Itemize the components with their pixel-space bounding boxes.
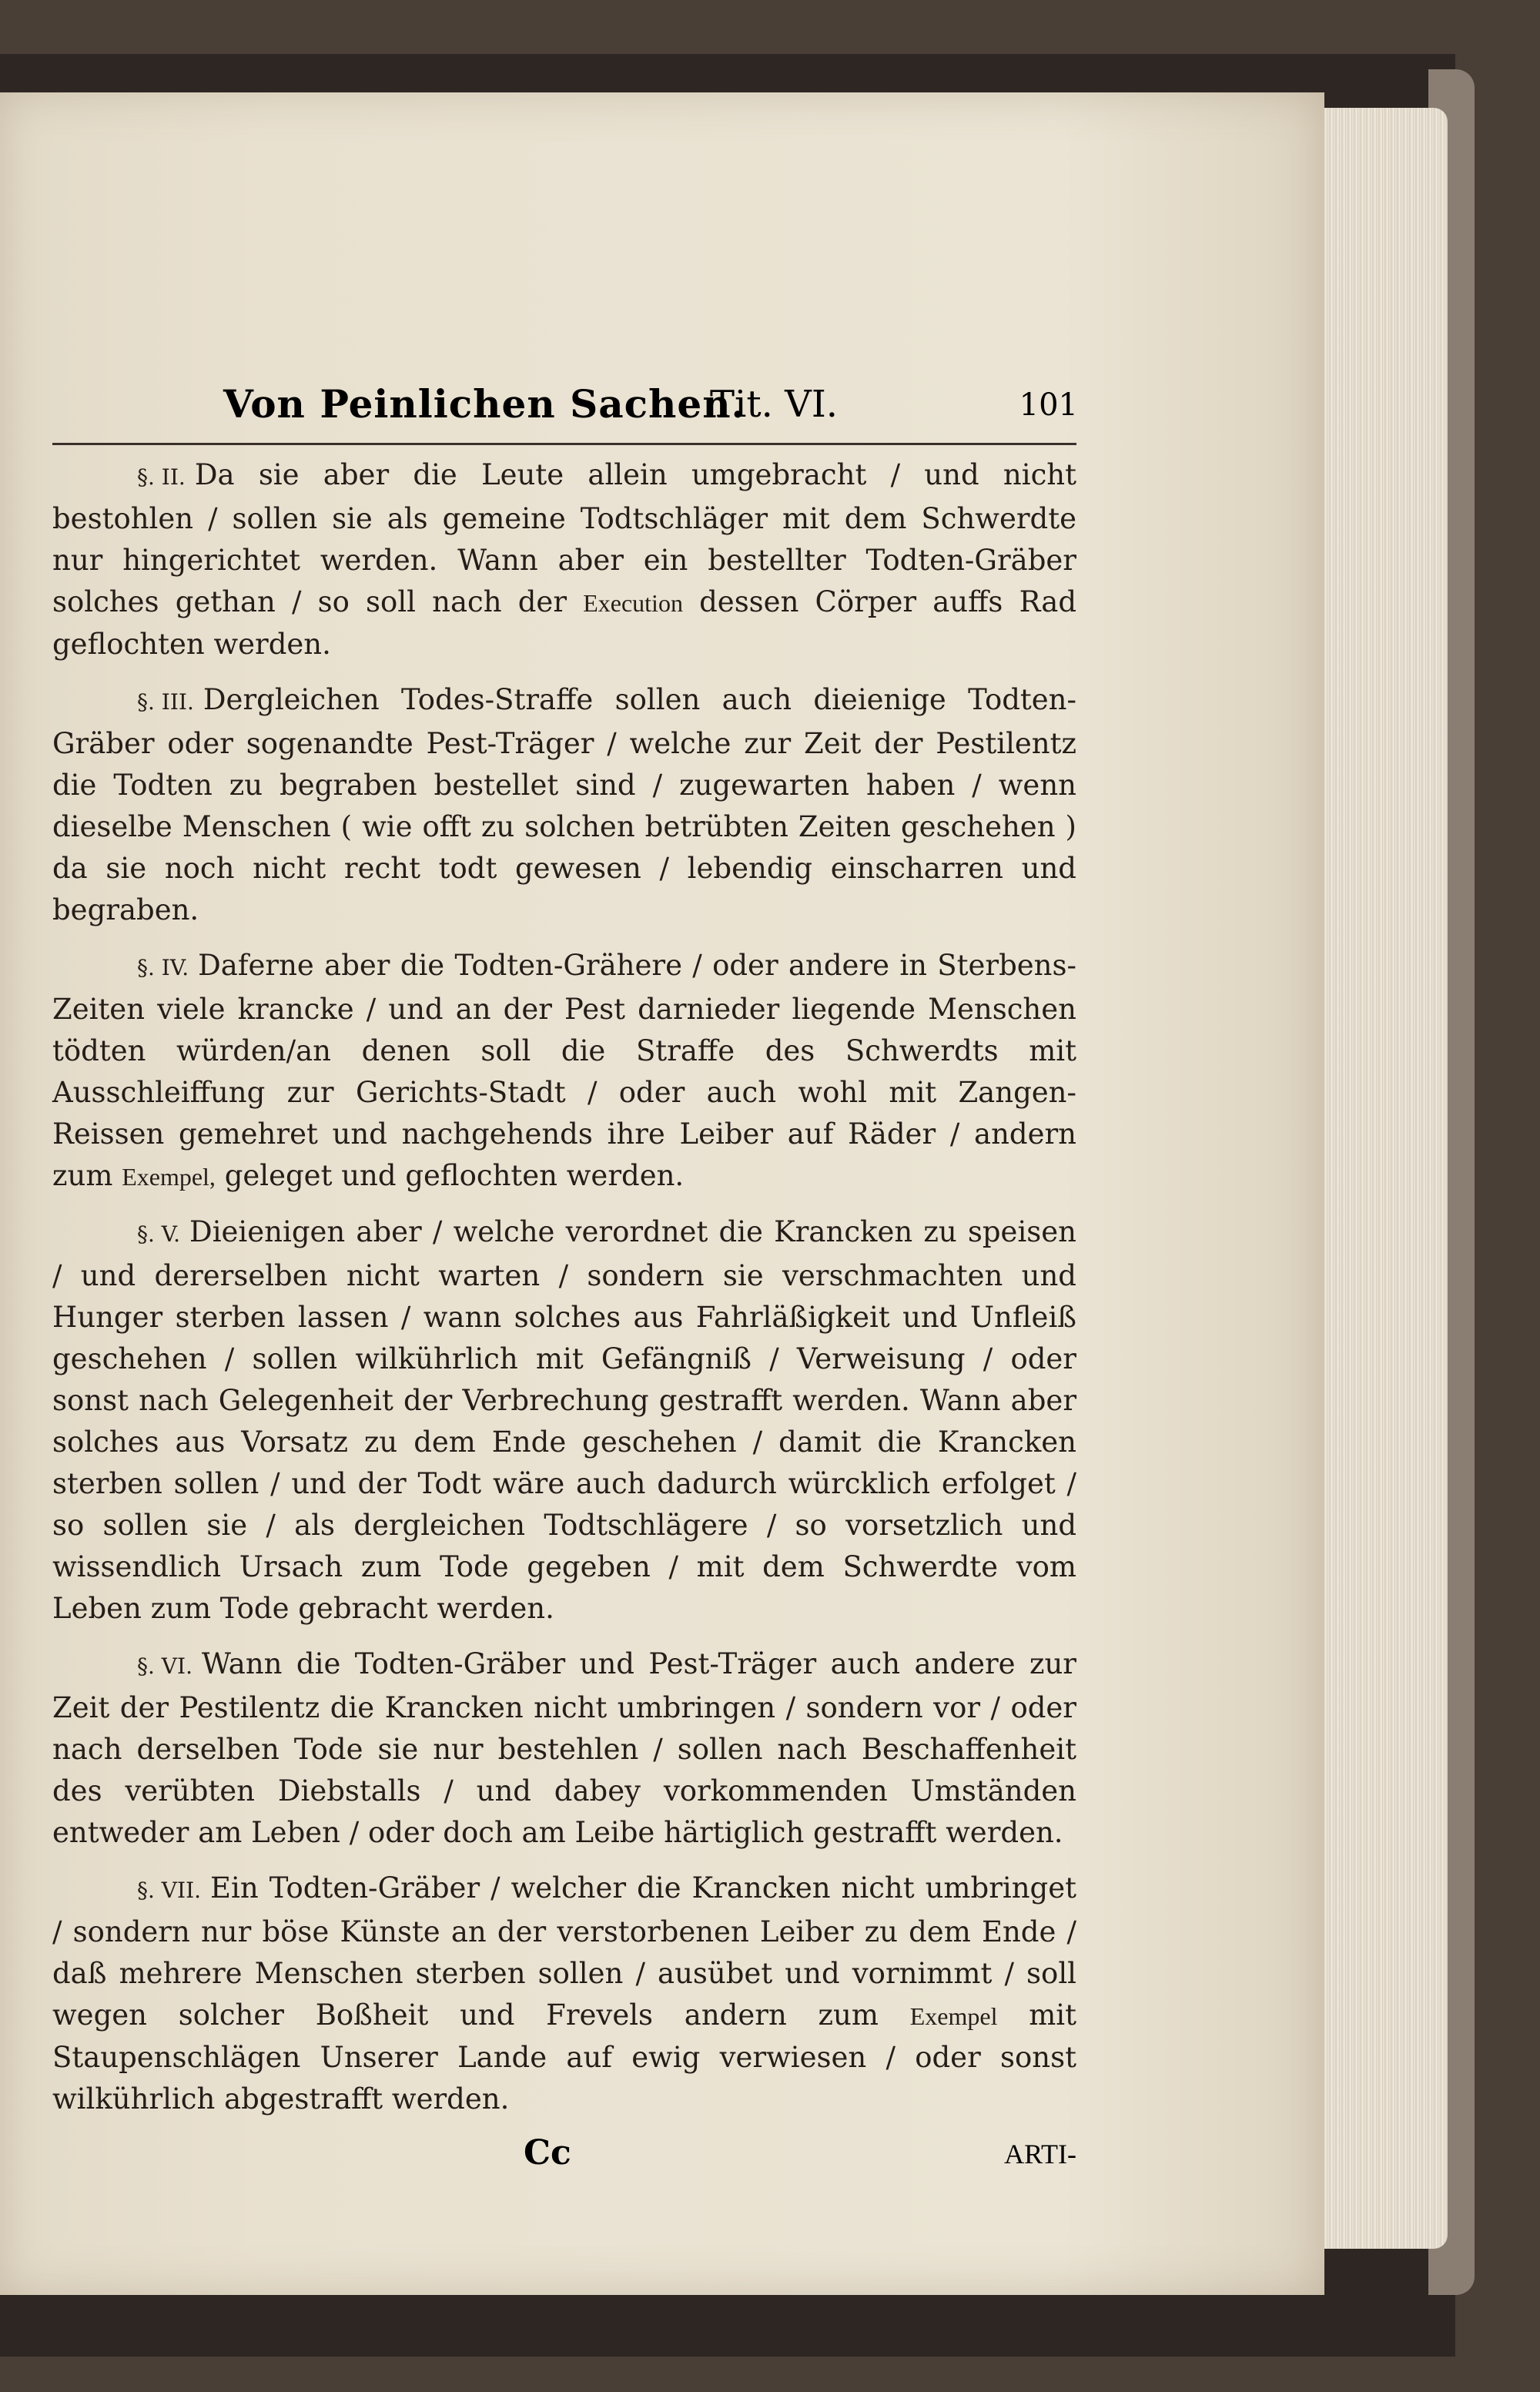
section-mark: §. VI. <box>137 1653 192 1679</box>
paragraph-ii <box>52 454 1076 665</box>
paragraph-text-continued: mit Staupenschlägen Unserer Lande auf ewig verwiesen / oder sonst wilkührlich abgestrafft werden. <box>52 1998 1077 2116</box>
section-mark: §. IV. <box>137 955 189 980</box>
title-number: Tit. VI. <box>710 383 839 426</box>
section-mark: §. V. <box>137 1221 181 1247</box>
paragraph-iv <box>52 945 1076 1198</box>
catchword: ARTI- <box>1004 2139 1076 2169</box>
page-body <box>52 454 1076 2120</box>
latin-term: Exempel <box>909 2002 998 2030</box>
paragraph-vii <box>52 1868 1076 2120</box>
paragraph-text: Dieienigen aber / welche verordnet die Krancken zu speisen / und dererselben nicht warten / sondern sie verschmachten und Hunger sterben lassen / wann solches aus Fahrläßigkeit und Unfleiß geschehen / sollen wilkührlich mit Gefängniß / Verweisung / oder sonst nach Gelegenheit der Verbrechung gestrafft werden. Wann aber solches aus Vorsatz zu dem Ende geschehen / damit die Krancken sterben sollen / und der Todt wäre auch dadurch würcklich erfolget / so sollen sie / als dergleichen Todtschlägere / so vorsetzlich und wissendlich Ursach zum Tode gegeben / mit dem Schwerdte vom Leben zum Tode gebracht werden. <box>52 1215 1076 1625</box>
page-edges <box>1309 108 1448 2249</box>
latin-term: Execution <box>583 589 683 617</box>
paragraph-vi <box>52 1643 1076 1854</box>
latin-term: Exempel, <box>122 1163 216 1191</box>
section-mark: §. II. <box>137 464 186 490</box>
signature-mark: Cc <box>524 2133 571 2173</box>
paragraph-text: Da sie aber die Leute allein umgebracht / und nicht bestohlen / sollen sie als gemeine Todtschläger mit dem Schwerdte nur hingerichtet werden. Wann aber ein bestellter Todten-Gräber solches gethan / so soll nach der <box>52 458 1076 618</box>
header-rule <box>52 443 1076 445</box>
page-number: 101 <box>1019 387 1078 423</box>
paragraph-text: Dergleichen Todes-Straffe sollen auch dieienige Todten-Gräber oder sogenandte Pest-Träger / welche zur Zeit der Pestilentz die Todten zu begraben bestellet sind / zugewarten haben / wenn dieselbe Menschen ( wie offt zu solchen betrübten Zeiten geschehen ) da sie noch nicht recht todt gewesen / lebendig einscharren und begraben. <box>52 683 1076 926</box>
paragraph-text-continued: dessen Cörper auffs Rad geflochten werden. <box>52 585 1077 661</box>
paragraph-text: Ein Todten-Gräber / welcher die Krancken nicht umbringet / sondern nur böse Künste an der verstorbenen Leiber zu dem Ende / daß mehrere Menschen sterben sollen / ausübet und vornimmt / soll wegen solcher Boßheit und Frevels andern zum <box>52 1871 1076 2032</box>
running-title: Von Peinlichen Sachen. <box>223 381 745 427</box>
page-footer <box>52 2133 1076 2187</box>
paragraph-iii <box>52 679 1076 931</box>
section-mark: §. III. <box>137 689 194 715</box>
book-page <box>0 92 1324 2295</box>
running-header <box>223 381 1078 435</box>
paragraph-v <box>52 1211 1076 1630</box>
paragraph-text: Daferne aber die Todten-Grähere / oder andere in Sterbens-Zeiten viele krancke / und an der Pest darnieder liegende Menschen tödten würden/an denen soll die Straffe des Schwerdts mit Ausschleiffung zur Gerichts-Stadt / oder auch wohl mit Zangen-Reissen gemehret und nachgehends ihre Leiber auf Räder / andern zum <box>52 949 1076 1192</box>
section-mark: §. VII. <box>137 1878 202 1903</box>
paragraph-text: Wann die Todten-Gräber und Pest-Träger auch andere zur Zeit der Pestilentz die Krancken nicht umbringen / sondern vor / oder nach derselben Tode sie nur bestehlen / sollen nach Beschaffenheit des verübten Diebstalls / und dabey vorkommenden Umständen entweder am Leben / oder doch am Leibe härtiglich gestrafft werden. <box>52 1647 1076 1849</box>
paragraph-text-continued: geleget und geflochten werden. <box>224 1159 685 1192</box>
